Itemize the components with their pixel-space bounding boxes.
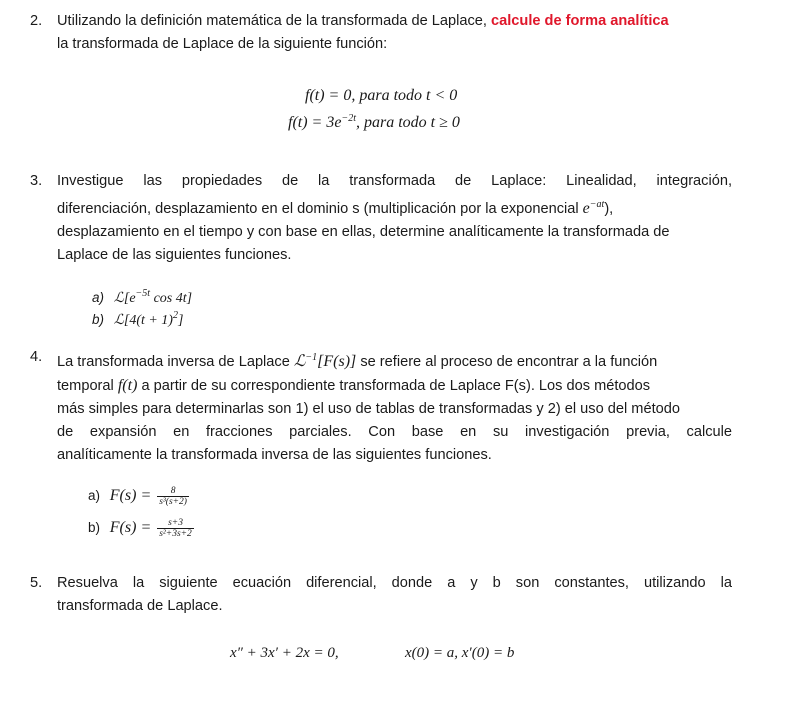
emphasis-red: calcule de forma analítica xyxy=(491,13,669,29)
question-4-line-3: más simples para determinarlas son 1) el uso de tablas de transformadas y 2) el uso del método xyxy=(57,401,680,417)
fraction-a: $\frac{8}{\text{s³(s+2)}}$ xyxy=(159,485,187,507)
question-4-line-2: temporal f(t) a partir de su correspondiente transformada de Laplace F(s). Los dos métodos xyxy=(57,377,651,394)
question-2-text xyxy=(57,10,732,56)
initial-conditions: x(0) = a, x′(0) = b xyxy=(405,645,515,661)
question-3-number: 3. xyxy=(30,173,43,189)
question-2-number: 2. xyxy=(30,13,43,29)
question-3-item-b: b) ℒ[4(t + 1)$^2$] xyxy=(92,310,184,328)
question-3-line-4: Laplace de las siguientes funciones. xyxy=(57,247,292,263)
equation-f-positive: $f(t) = 3e^{-2t}$, para todo t ≥ 0 xyxy=(288,113,460,131)
question-4-number: 4. xyxy=(30,349,43,365)
question-5-number: 5. xyxy=(30,575,43,591)
question-4-line-1: La transformada inversa de Laplace ℒ$^{-1}$[F(s)] se refiere al proceso de encontrar a la función xyxy=(57,352,658,370)
question-5-text xyxy=(57,572,732,618)
question-5-line-1: Resuelva la siguiente ecuación diferencial, donde a y b son constantes, utilizando la xyxy=(57,575,732,591)
question-4-item-b: b) F(s) = $\frac{s+3}{\text{s²+3s+2}}$ xyxy=(88,517,192,539)
question-4-text xyxy=(57,346,732,467)
question-3-line-2: diferenciación, desplazamiento en el dominio s (multiplicación por la exponencial $e^{-at}$), xyxy=(57,199,614,217)
question-4-line-5: analíticamente la transformada inversa de las siguientes funciones. xyxy=(57,447,492,463)
question-3-line-1: Investigue las propiedades de la transformada de Laplace: Linealidad, integración, xyxy=(57,173,732,189)
question-4-item-a: a) F(s) = $\frac{8}{\text{s³(s+2)}}$ xyxy=(88,485,187,507)
question-5-line-2: transformada de Laplace. xyxy=(57,598,223,614)
question-3-item-a: a) $ℒ[e^{-5t}$ cos 4t] xyxy=(92,288,193,306)
question-2-line-2: la transformada de Laplace de la siguiente función: xyxy=(57,36,388,52)
equation-f-negative: f(t) = 0, para todo t < 0 xyxy=(305,87,458,104)
differential-equation: x″ + 3x′ + 2x = 0, xyxy=(230,645,339,661)
fraction-b: $\frac{s+3}{\text{s²+3s+2}}$ xyxy=(159,517,192,539)
question-2-line-1: Utilizando la definición matemática de la transformada de Laplace, calcule de forma analítica xyxy=(57,13,669,29)
question-3-line-3: desplazamiento en el tiempo y con base en ellas, determine analíticamente la transformada de xyxy=(57,224,670,240)
question-3-text xyxy=(57,170,732,267)
question-4-line-4: de expansión en fracciones parciales. Con base en su investigación previa, calcule xyxy=(57,424,732,440)
